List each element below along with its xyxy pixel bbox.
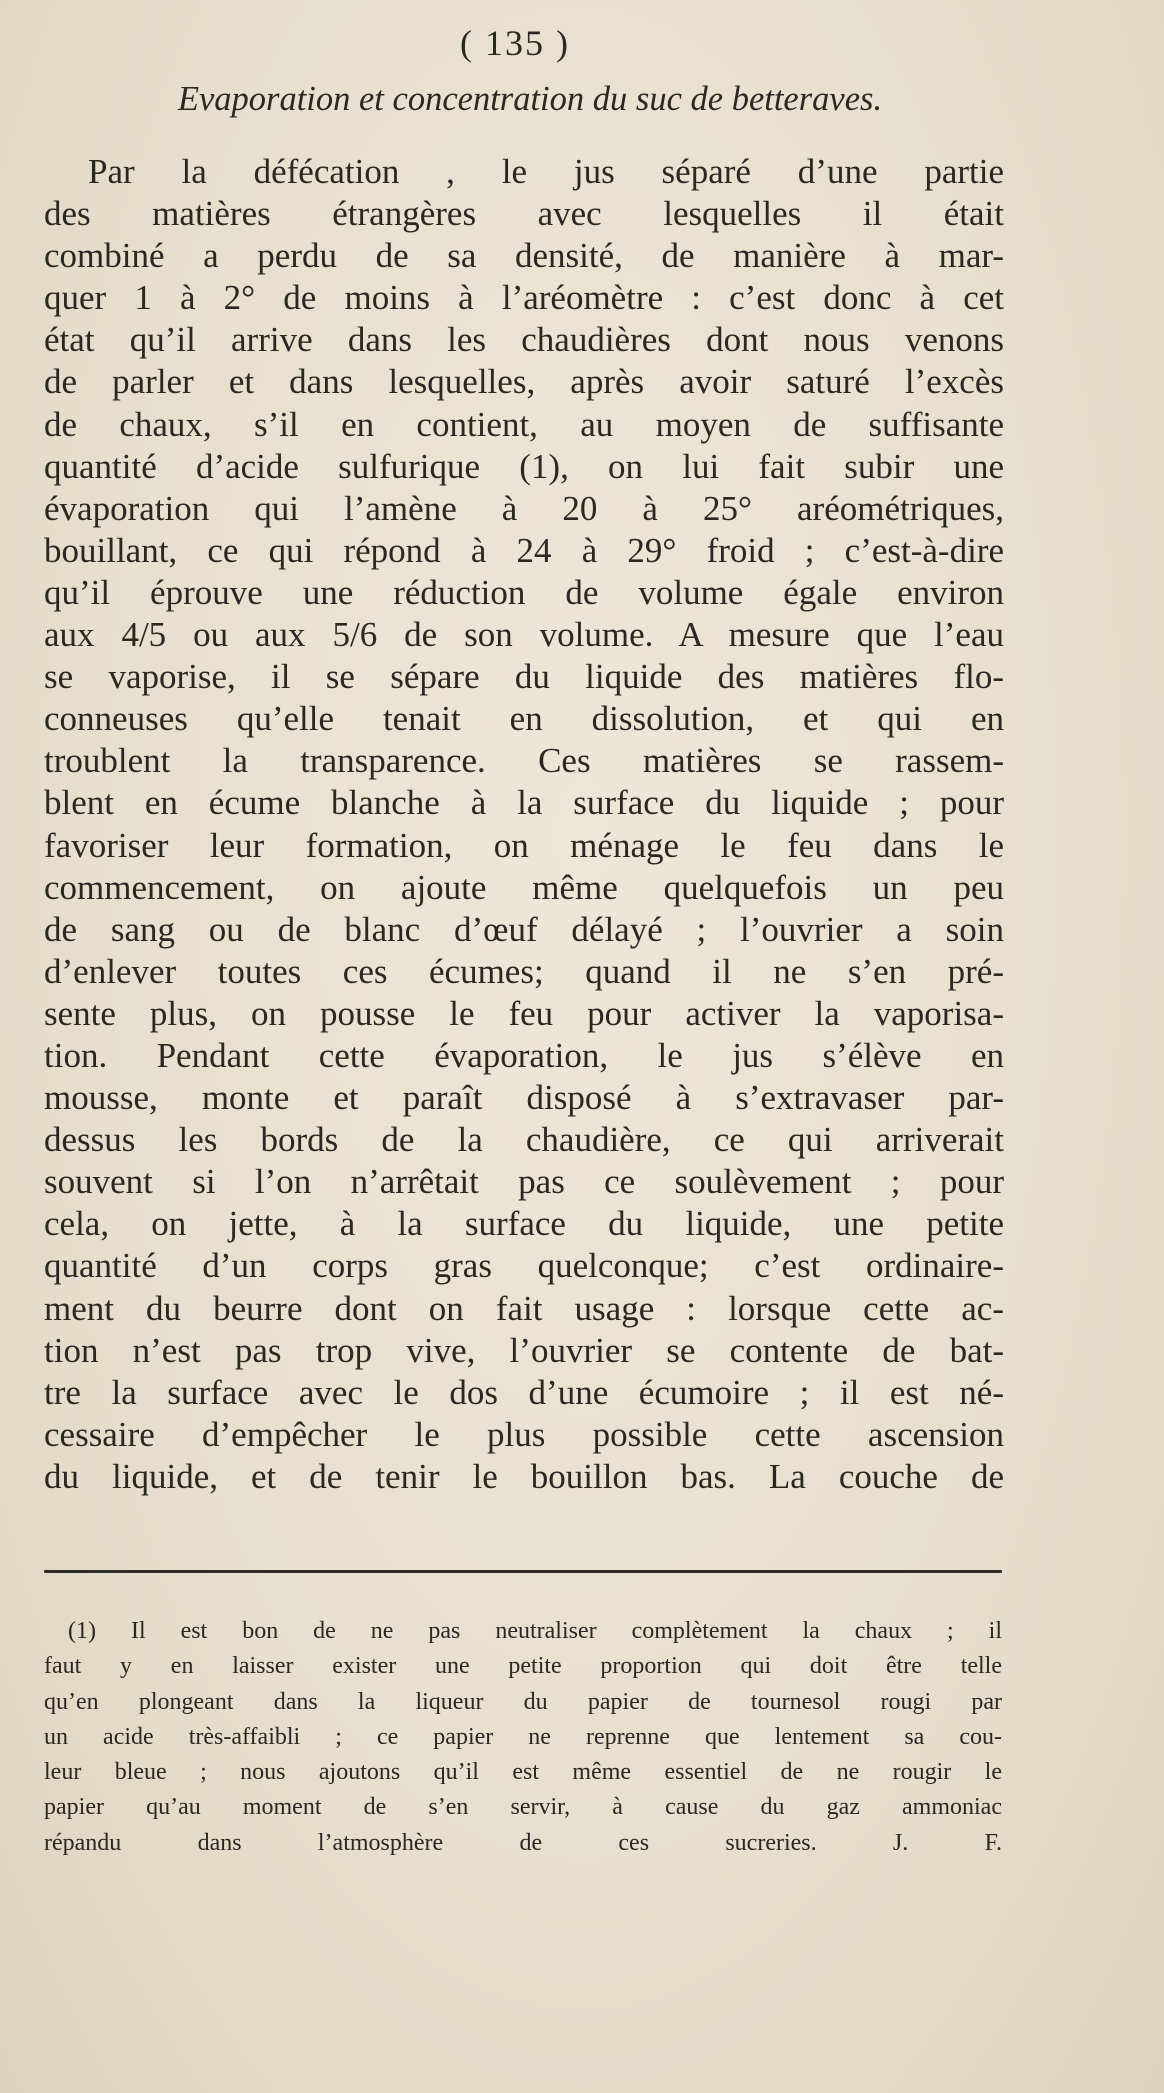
text-line: quantité d’acide sulfurique (1), on lui fait subir une: [44, 446, 1004, 486]
text-line: quantité d’un corps gras quelconque; c’est ordinaire-: [44, 1246, 1004, 1286]
text-line: des matières étrangères avec lesquelles il était: [44, 194, 1004, 234]
text-line: aux 4/5 ou aux 5/6 de son volume. A mesure que l’eau: [44, 615, 1004, 655]
text-line: état qu’il arrive dans les chaudières dont nous venons: [44, 320, 1004, 360]
text-line: bouillant, ce qui répond à 24 à 29° froid ; c’est-à-dire: [44, 530, 1004, 570]
footnote-line: faut y en laisser exister une petite proportion qui doit être telle: [44, 1653, 1002, 1680]
section-title: Evaporation et concentration du suc de betteraves.: [177, 80, 883, 118]
text-line: dessus les bords de la chaudière, ce qui arriverait: [44, 1120, 1004, 1160]
text-line: tion. Pendant cette évaporation, le jus s’élève en: [44, 1035, 1004, 1075]
text-line: blent en écume blanche à la surface du liquide ; pour: [44, 783, 1004, 823]
footnote-line: qu’en plongeant dans la liqueur du papier de tournesol rougi par: [44, 1688, 1002, 1715]
text-line: conneuses qu’elle tenait en dissolution, et qui en: [44, 699, 1004, 739]
text-line: qu’il éprouve une réduction de volume égale environ: [44, 572, 1004, 612]
footnote-line: un acide très-affaibli ; ce papier ne reprenne que lentement sa cou-: [44, 1723, 1002, 1750]
text-line: cela, on jette, à la surface du liquide, une petite: [44, 1204, 1004, 1244]
footnote-separator-rule: [44, 1570, 1002, 1573]
text-line: mousse, monte et paraît disposé à s’extravaser par-: [44, 1078, 1004, 1118]
text-line: d’enlever toutes ces écumes; quand il ne s’en pré-: [44, 951, 1004, 991]
footnote-line: leur bleue ; nous ajoutons qu’il est même essentiel de ne rougir le: [44, 1759, 1002, 1786]
text-line: cessaire d’empêcher le plus possible cette ascension: [44, 1414, 1004, 1454]
text-line: commencement, on ajoute même quelquefois un peu: [44, 867, 1004, 907]
text-line: troublent la transparence. Ces matières se rassem-: [44, 741, 1004, 781]
text-line: tre la surface avec le dos d’une écumoire ; il est né-: [44, 1372, 1004, 1412]
page-number: ( 135 ): [460, 23, 570, 63]
text-line: ment du beurre dont on fait usage : lorsque cette ac-: [44, 1288, 1004, 1328]
footnote-line: papier qu’au moment de s’en servir, à cause du gaz ammoniac: [44, 1794, 1002, 1821]
text-line: se vaporise, il se sépare du liquide des matières flo-: [44, 657, 1004, 697]
text-line: de chaux, s’il en contient, au moyen de suffisante: [44, 404, 1004, 444]
text-line: tion n’est pas trop vive, l’ouvrier se contente de bat-: [44, 1330, 1004, 1370]
text-line: de sang ou de blanc d’œuf délayé ; l’ouvrier a soin: [44, 909, 1004, 949]
footnote-line: répandu dans l’atmosphère de ces sucreries. J. F.: [44, 1829, 1002, 1856]
text-line: favoriser leur formation, on ménage le feu dans le: [44, 825, 1004, 865]
text-line: de parler et dans lesquelles, après avoir saturé l’excès: [44, 362, 1004, 402]
footnote: [44, 1614, 1002, 1861]
text-line: du liquide, et de tenir le bouillon bas. La couche de: [44, 1456, 1004, 1496]
text-line: combiné a perdu de sa densité, de manière à mar-: [44, 236, 1004, 276]
body-text: [44, 151, 1004, 1498]
text-line: souvent si l’on n’arrêtait pas ce soulèvement ; pour: [44, 1162, 1004, 1202]
text-line: quer 1 à 2° de moins à l’aréomètre : c’est donc à cet: [44, 278, 1004, 318]
text-line: Par la défécation , le jus séparé d’une partie: [88, 152, 1004, 191]
footnote-line: (1) Il est bon de ne pas neutraliser complètement la chaux ; il: [68, 1618, 1002, 1644]
text-line: sente plus, on pousse le feu pour activer la vaporisa-: [44, 993, 1004, 1033]
text-line: évaporation qui l’amène à 20 à 25° aréométriques,: [44, 488, 1004, 528]
